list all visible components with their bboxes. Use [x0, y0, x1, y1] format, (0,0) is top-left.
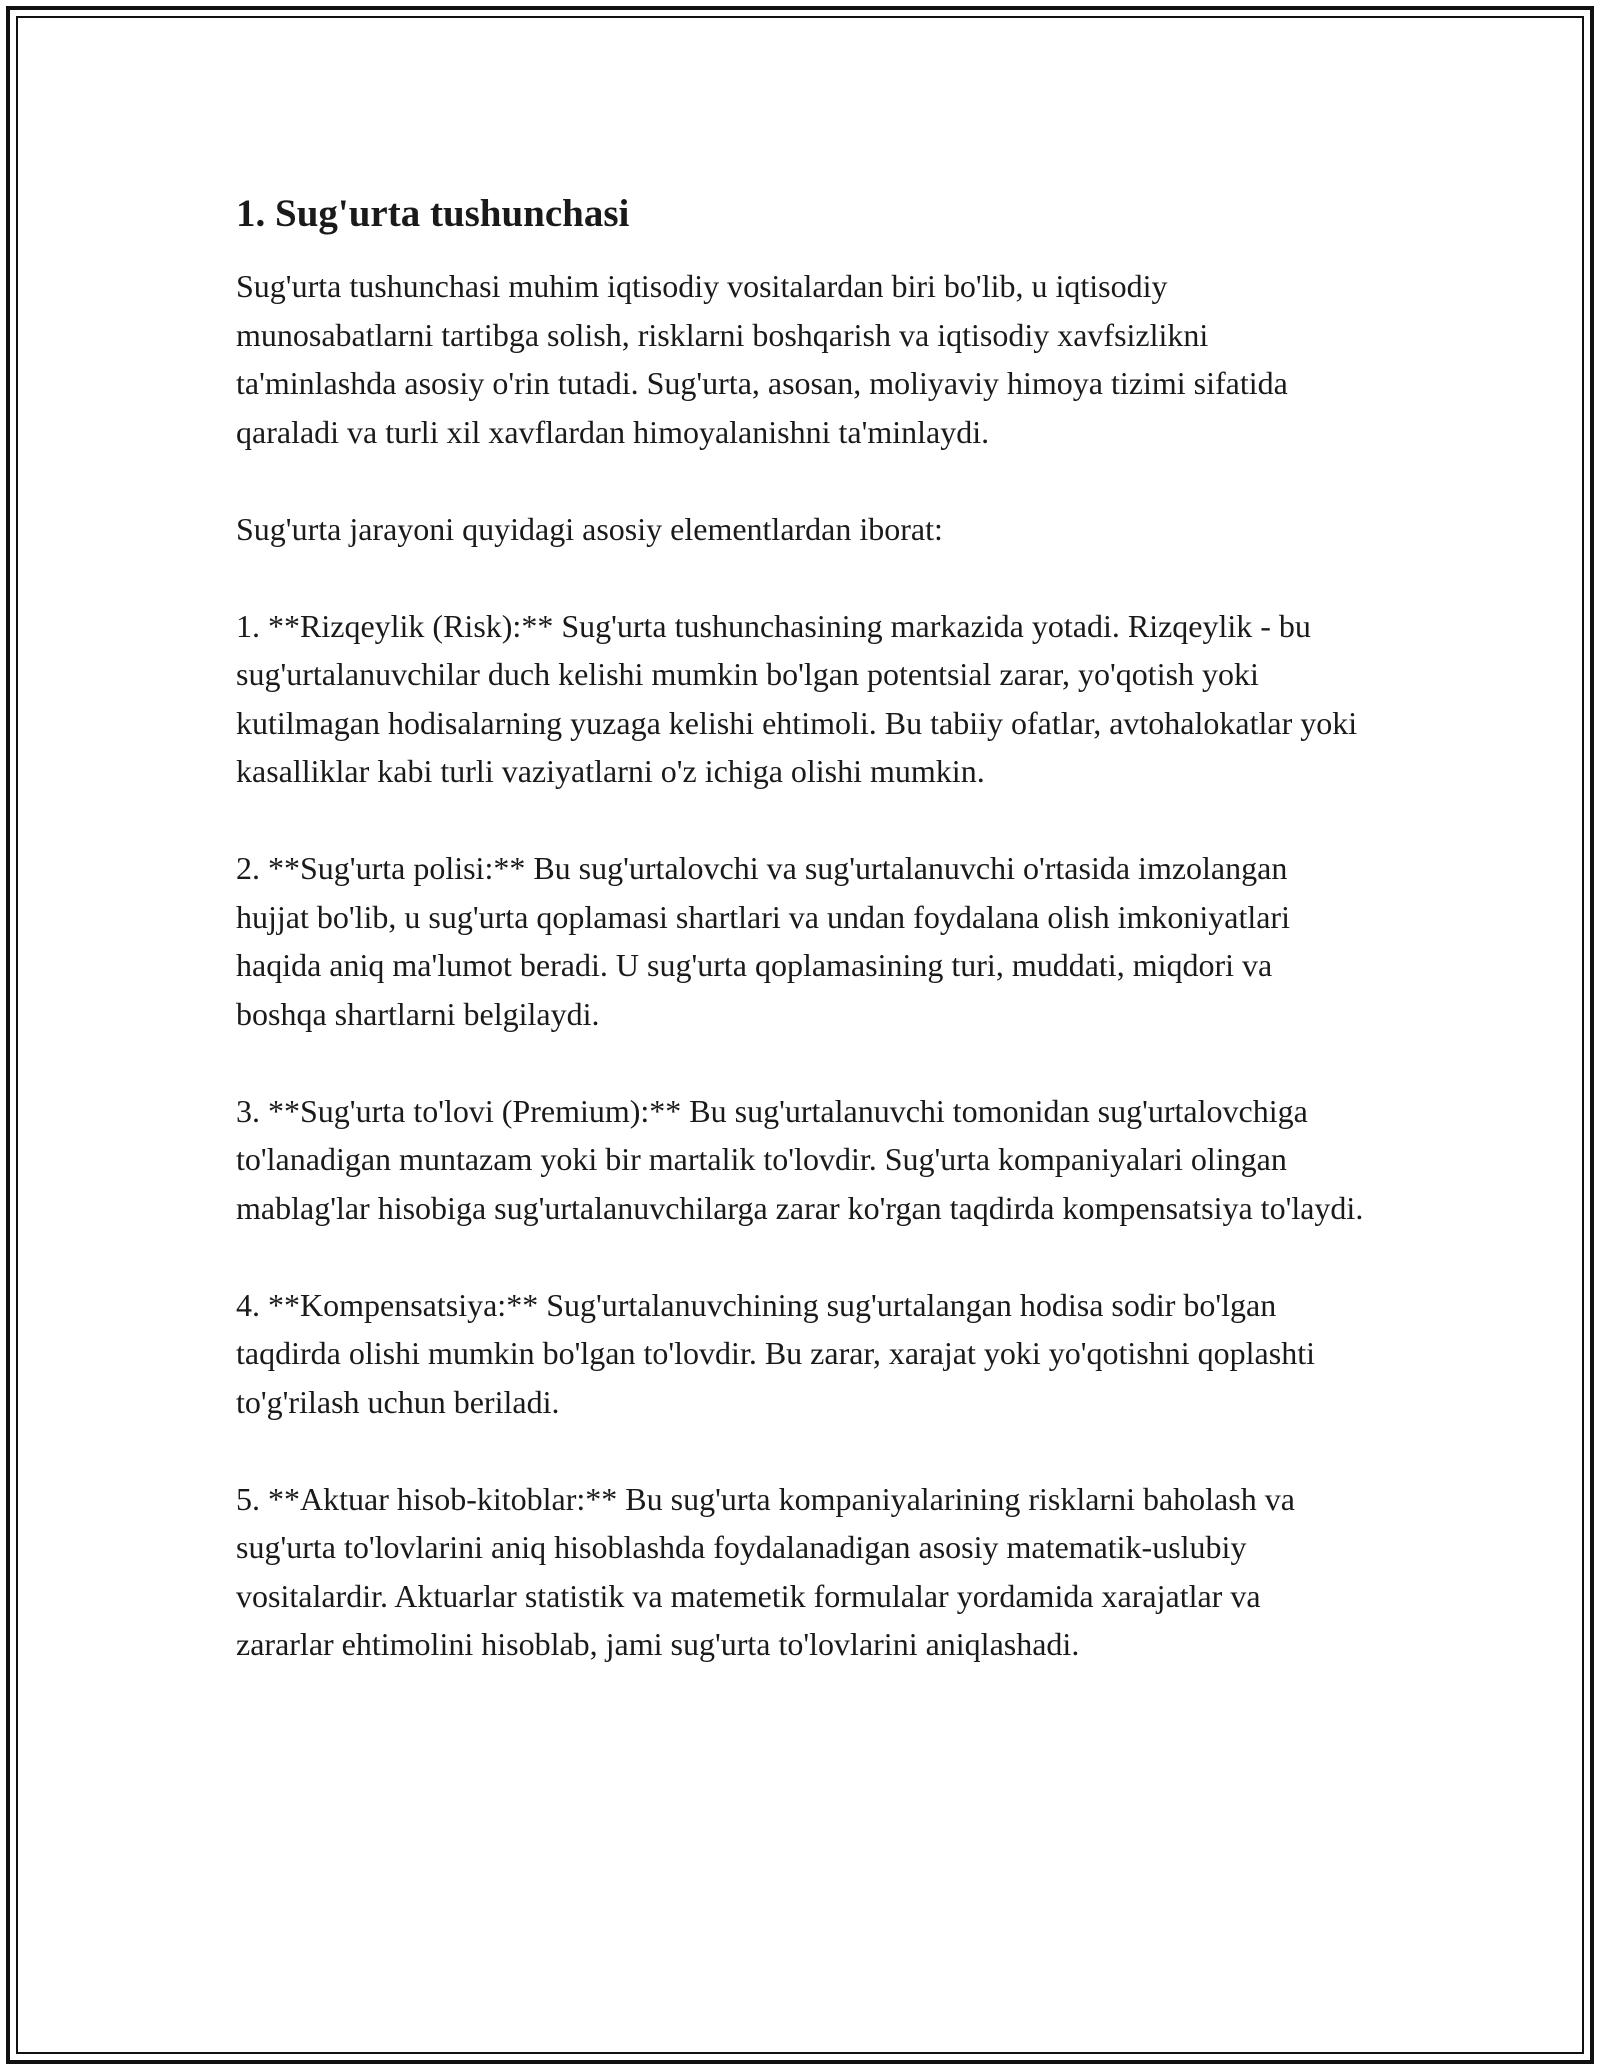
paragraph-intro: Sug'urta tushunchasi muhim iqtisodiy vositalardan biri bo'lib, u iqtisodiy munosabatlarni tartibga solish, risklarni boshqarish va iqtisodiy xavfsizlikni ta'minlashda asosiy o'rin tutadi. Sug'urta, asosan, moliyaviy himoya tizimi sifatida qaraladi va turli xil xavflardan himoyalanishni ta'minlaydi. — [236, 268, 1288, 450]
paragraph-elements-lead: Sug'urta jarayoni quyidagi asosiy elementlardan iborat: — [236, 510, 943, 547]
paragraph-item-policy: 2. **Sug'urta polisi:** Bu sug'urtalovchi va sug'urtalanuvchi o'rtasida imzolangan hujjat bo'lib, u sug'urta qoplamasi shartlari va undan foydalana olish imkoniyatlari haqida aniq ma'lumot beradi. U sug'urta qoplamasining turi, muddati, miqdori va boshqa shartlarni belgilaydi. — [236, 850, 1290, 1032]
document-body — [236, 186, 1366, 1717]
section-heading: 1. Sug'urta tushunchasi — [236, 192, 630, 235]
paragraph-item-risk: 1. **Rizqeylik (Risk):** Sug'urta tushunchasining markazida yotadi. Rizqeylik - bu sug'urtalanuvchilar duch kelishi mumkin bo'lgan potentsial zarar, yo'qotish yoki kutilmagan hodisalarning yuzaga kelishi ehtimoli. Bu tabiiy ofatlar, avtohalokatlar yoki kasalliklar kabi turli vaziyatlarni o'z ichiga olishi mumkin. — [236, 607, 1358, 789]
paragraph-item-compensation: 4. **Kompensatsiya:** Sug'urtalanuvchining sug'urtalangan hodisa sodir bo'lgan taqdirda olishi mumkin bo'lgan to'lovdir. Bu zarar, xarajat yoki yo'qotishni qoplashti to'g'rilash uchun beriladi. — [236, 1286, 1315, 1420]
paragraph-item-premium: 3. **Sug'urta to'lovi (Premium):** Bu sug'urtalanuvchi tomonidan sug'urtalovchiga to'lanadigan muntazam yoki bir martalik to'lovdir. Sug'urta kompaniyalari olingan mablag'lar hisobiga sug'urtalanuvchilarga zarar ko'rgan taqdirda kompensatsiya to'laydi. — [236, 1092, 1364, 1226]
paragraph-item-actuarial: 5. **Aktuar hisob-kitoblar:** Bu sug'urta kompaniyalarining risklarni baholash va sug'urta to'lovlarini aniq hisoblashda foydalanadigan asosiy matematik-uslubiy vositalardir. Aktuarlar statistik va matemetik formulalar yordamida xarajatlar va zararlar ehtimolini hisoblab, jami sug'urta to'lovlarini aniqlashadi. — [236, 1480, 1295, 1662]
